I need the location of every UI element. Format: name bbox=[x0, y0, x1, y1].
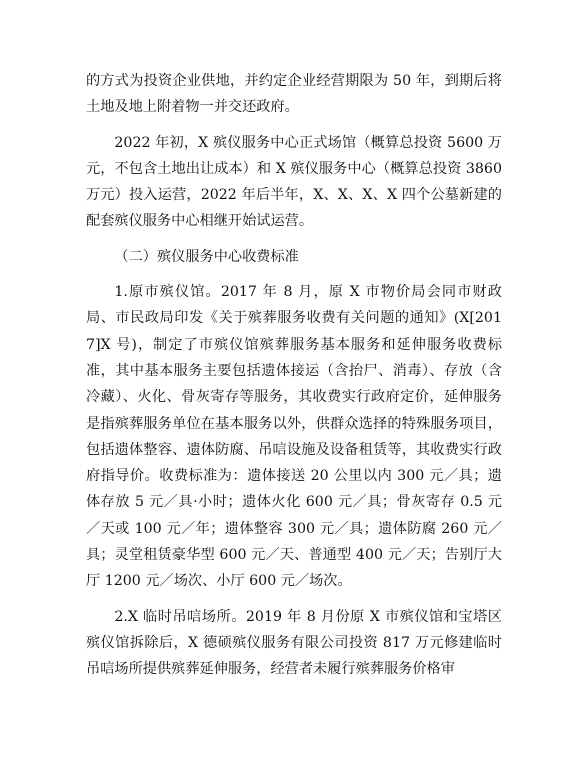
paragraph-temporary-mourning-venue: 2.X 临时吊唁场所。2019 年 8 月份原 X 市殡仪馆和宝塔区殡仪馆拆除后，X 德硕殡仪服务有限公司投资 817 万元修建临时吊唁场所提供殡葬延伸服务，经营者未履行殡葬服务价格审 bbox=[86, 608, 502, 678]
paragraph-land-supply: 的方式为投资企业供地，并约定企业经营期限为 50 年，到期后将土地及地上附着物一并交还政府。 bbox=[86, 73, 502, 116]
paragraph-service-center-operation: 2022 年初，X 殡仪服务中心正式场馆（概算总投资 5600 万元，不包含土地出让成本）和 X 殡仪服务中心（概算总投资 3860 万元）投入运营，2022 年后半年，X、X、X、X 四个公墓新建的配套殡仪服务中心相继开始试运营。 bbox=[86, 134, 502, 230]
paragraph-former-funeral-home: 1.原市殡仪馆。2017 年 8 月，原 X 市物价局会同市财政局、市民政局印发《关于殡葬服务收费有关问题的通知》(X[2017]X 号)，制定了市殡仪馆殡葬服务基本服务和延伸服务收费标准，其中基本服务主要包括遗体接运（含抬尸、消毒）、存放（含冷藏）、火化、骨灰寄存等服务，其收费实行政府定价，延伸服务是指殡葬服务单位在基本服务以外，供群众选择的特殊服务项目，包括遗体整容、遗体防腐、吊唁设施及设备租赁等，其收费实行政府指导价。收费标准为：遗体接送 20 公里以内 300 元／具；遗体存放 5 元／具·小时；遗体火化 600 元／具；骨灰寄存 0.5 元／天或 100 元／年；遗体整容 300 元／具；遗体防腐 260 元／具；灵堂租赁豪华型 600 元／天、普通型 400 元／天；告别厅大厅 1200 元／场次、小厅 600 元／场次。 bbox=[86, 284, 502, 590]
section-heading-fee-standards: （二）殡仪服务中心收费标准 bbox=[114, 248, 299, 265]
document-body bbox=[86, 68, 502, 692]
